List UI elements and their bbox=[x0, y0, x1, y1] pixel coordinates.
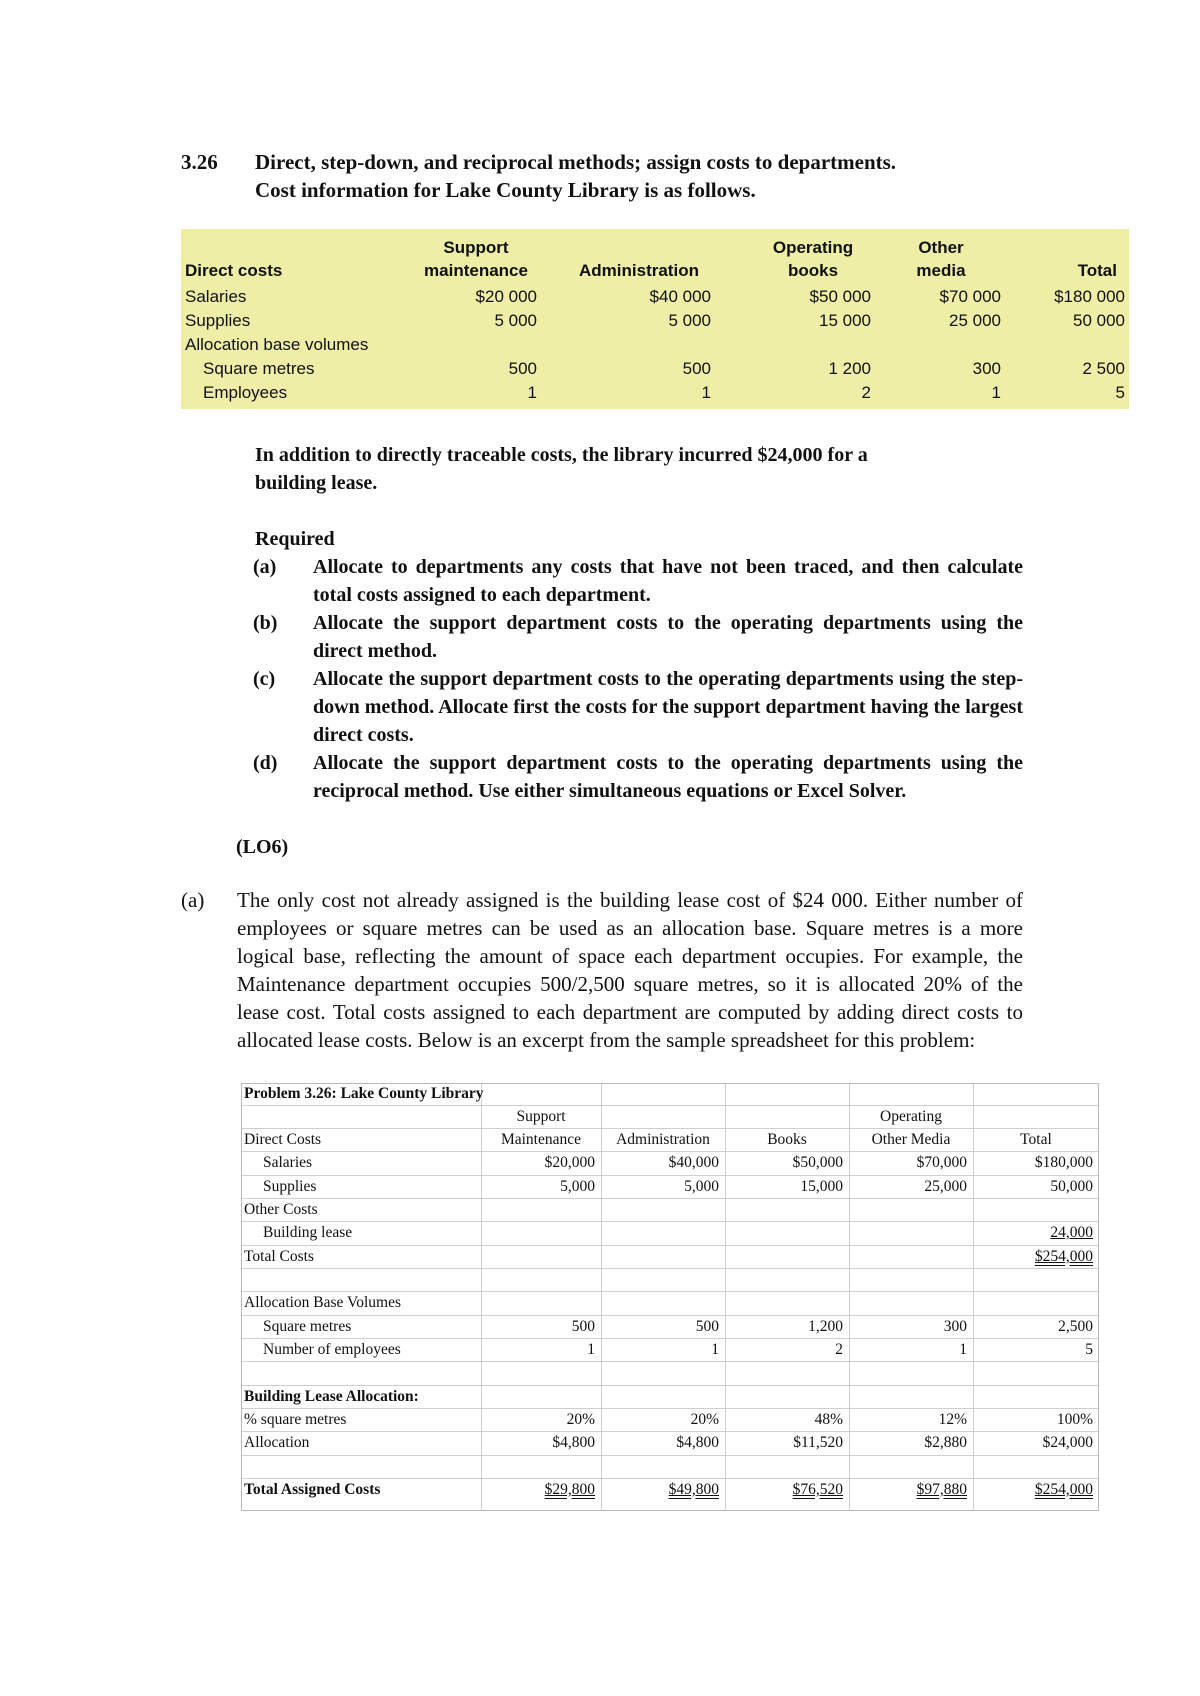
row-label-salaries: Salaries bbox=[263, 1154, 313, 1171]
cell: 1,200 bbox=[808, 1318, 843, 1335]
cell: 1 bbox=[701, 383, 711, 402]
cell: 15,000 bbox=[800, 1178, 843, 1195]
answer-label: (a) bbox=[181, 888, 205, 912]
cell: $180 000 bbox=[1054, 287, 1125, 306]
row-label-allocation-base: Allocation base volumes bbox=[185, 335, 369, 354]
row-label-salaries: Salaries bbox=[185, 287, 247, 306]
col-header-other-media: Other Media bbox=[871, 1131, 951, 1148]
learning-objective: (LO6) bbox=[236, 836, 289, 858]
cell: 500 bbox=[682, 359, 711, 378]
cell: 12% bbox=[938, 1411, 967, 1428]
cell: 25 000 bbox=[949, 311, 1001, 330]
required-item-label: (b) bbox=[253, 612, 278, 634]
required-item-label: (d) bbox=[253, 752, 278, 774]
cell: $49,800 bbox=[668, 1481, 719, 1498]
required-title: Required bbox=[255, 528, 335, 550]
cell: $11,520 bbox=[793, 1434, 843, 1451]
cell: $4,800 bbox=[552, 1434, 595, 1451]
problem-title-line1: Direct, step-down, and reciprocal methods; assign costs to departments. bbox=[255, 150, 897, 174]
problem-number: 3.26 bbox=[181, 150, 218, 174]
cell: 2 bbox=[861, 383, 871, 402]
cell: 20% bbox=[690, 1411, 719, 1428]
cell: 5,000 bbox=[560, 1178, 595, 1195]
cell: 48% bbox=[814, 1411, 843, 1428]
cell: $70,000 bbox=[916, 1154, 967, 1171]
row-label-total-costs: Total Costs bbox=[244, 1248, 314, 1265]
cell: 2 bbox=[835, 1341, 843, 1358]
required-item-text: Allocate to departments any costs that have not been traced, and then calculate total costs assigned to each department. bbox=[313, 556, 1023, 606]
cell: $180,000 bbox=[1034, 1154, 1093, 1171]
answer-text: The only cost not already assigned is the building lease cost of $24 000. Either number of employees or square metres can be used as an allocation base. Square metres is a more logical base, reflecting the amount of space each department occupies. For example, the Maintenance department occupies 500/2,500 square metres, so it is allocated 20% of the lease cost. Total costs assigned to each department are computed by adding direct costs to allocated lease costs. Below is an excerpt from the sample spreadsheet for this problem: bbox=[237, 888, 1023, 1052]
cell: 500 bbox=[571, 1318, 595, 1335]
required-item-text: Allocate the support department costs to the operating departments using the direct method. bbox=[313, 612, 1023, 662]
cell: $2,880 bbox=[924, 1434, 967, 1451]
cell: 2,500 bbox=[1058, 1318, 1093, 1335]
cell: 300 bbox=[943, 1318, 967, 1335]
cell: 5,000 bbox=[684, 1178, 719, 1195]
cell: 20% bbox=[566, 1411, 595, 1428]
required-item-text: Allocate the support department costs to the operating departments using the reciprocal method. Use either simultaneous equations or Excel Solver. bbox=[313, 752, 1023, 802]
cell: $4,800 bbox=[676, 1434, 719, 1451]
cell: 25,000 bbox=[924, 1178, 967, 1195]
cell: $254,000 bbox=[1034, 1481, 1093, 1498]
cell: $40,000 bbox=[668, 1154, 719, 1171]
cell: 1 bbox=[959, 1341, 967, 1358]
header-support-1: Support bbox=[443, 238, 509, 257]
col-header-total: Total bbox=[1020, 1131, 1052, 1148]
header-operating-2: books bbox=[787, 261, 839, 280]
row-label-allocation: Allocation bbox=[244, 1434, 310, 1451]
cell: 2 500 bbox=[1082, 359, 1125, 378]
cell: 100% bbox=[1056, 1411, 1093, 1428]
header-operating-1: Operating bbox=[772, 238, 854, 257]
cell: 5 bbox=[1085, 1341, 1093, 1358]
cell: 300 bbox=[972, 359, 1001, 378]
cell: $70 000 bbox=[939, 287, 1001, 306]
cell: 5 bbox=[1115, 383, 1125, 402]
row-label-square-metres: Square metres bbox=[263, 1318, 352, 1335]
cell: 1 bbox=[527, 383, 537, 402]
cell: 1 bbox=[587, 1341, 595, 1358]
cell: 24,000 bbox=[1050, 1224, 1093, 1241]
row-label-pct-square-metres: % square metres bbox=[244, 1411, 347, 1428]
col-header-support-2: Maintenance bbox=[500, 1131, 582, 1148]
required-item-text: Allocate the support department costs to the operating departments using the step-down method. Allocate first the costs for the support department having the largest direct costs. bbox=[313, 668, 1023, 746]
required-item-label: (c) bbox=[253, 668, 276, 690]
cell: $254,000 bbox=[1034, 1248, 1093, 1265]
cell: $24,000 bbox=[1042, 1434, 1093, 1451]
cell: $50 000 bbox=[809, 287, 871, 306]
row-label-building-lease: Building lease bbox=[263, 1224, 353, 1241]
problem-title-line2: Cost information for Lake County Library is as follows. bbox=[255, 178, 756, 202]
cell: 500 bbox=[695, 1318, 719, 1335]
row-label-supplies: Supplies bbox=[263, 1178, 317, 1195]
spreadsheet-excerpt bbox=[241, 1083, 1099, 1511]
spreadsheet-title: Problem 3.26: Lake County Library bbox=[244, 1085, 484, 1102]
cell: 5 000 bbox=[494, 311, 537, 330]
required-item-label: (a) bbox=[253, 556, 277, 578]
cell: 1 bbox=[711, 1341, 719, 1358]
cell: 50,000 bbox=[1050, 1178, 1093, 1195]
header-other-2: media bbox=[916, 261, 966, 280]
cell: 500 bbox=[508, 359, 537, 378]
row-label-allocation-base: Allocation Base Volumes bbox=[244, 1294, 401, 1311]
row-label-direct-costs: Direct Costs bbox=[244, 1131, 322, 1148]
cell: $97,880 bbox=[916, 1481, 967, 1498]
lease-note-line2: building lease. bbox=[255, 472, 378, 494]
cell: $50,000 bbox=[792, 1154, 843, 1171]
lease-allocation-title: Building Lease Allocation: bbox=[244, 1388, 419, 1405]
row-label-supplies: Supplies bbox=[185, 311, 251, 330]
header-administration: Administration bbox=[579, 261, 699, 280]
cell: 1 bbox=[991, 383, 1001, 402]
header-total: Total bbox=[1077, 261, 1117, 280]
header-other-1: Other bbox=[918, 238, 964, 257]
cell: 1 200 bbox=[828, 359, 871, 378]
row-label-total-assigned: Total Assigned Costs bbox=[244, 1481, 381, 1498]
row-label-employees: Employees bbox=[203, 383, 288, 402]
col-header-support-1: Support bbox=[516, 1108, 566, 1125]
row-label-square-metres: Square metres bbox=[203, 359, 315, 378]
cell: 50 000 bbox=[1073, 311, 1125, 330]
cell: $40 000 bbox=[649, 287, 711, 306]
row-label-employees: Number of employees bbox=[263, 1341, 401, 1358]
col-header-administration: Administration bbox=[616, 1131, 710, 1148]
cell: $20,000 bbox=[544, 1154, 595, 1171]
cell: $29,800 bbox=[544, 1481, 595, 1498]
lease-note-line1: In addition to directly traceable costs, the library incurred $24,000 for a bbox=[255, 444, 868, 466]
col-header-operating-2: Books bbox=[767, 1131, 807, 1148]
header-direct-costs: Direct costs bbox=[185, 261, 283, 280]
cell: $20 000 bbox=[475, 287, 537, 306]
cell: $76,520 bbox=[792, 1481, 843, 1498]
cell: 15 000 bbox=[819, 311, 871, 330]
col-header-operating-1: Operating bbox=[880, 1108, 942, 1125]
header-support-2: maintenance bbox=[424, 261, 528, 280]
row-label-other-costs: Other Costs bbox=[244, 1201, 318, 1218]
cost-information-table bbox=[181, 229, 1129, 409]
cell: 5 000 bbox=[668, 311, 711, 330]
